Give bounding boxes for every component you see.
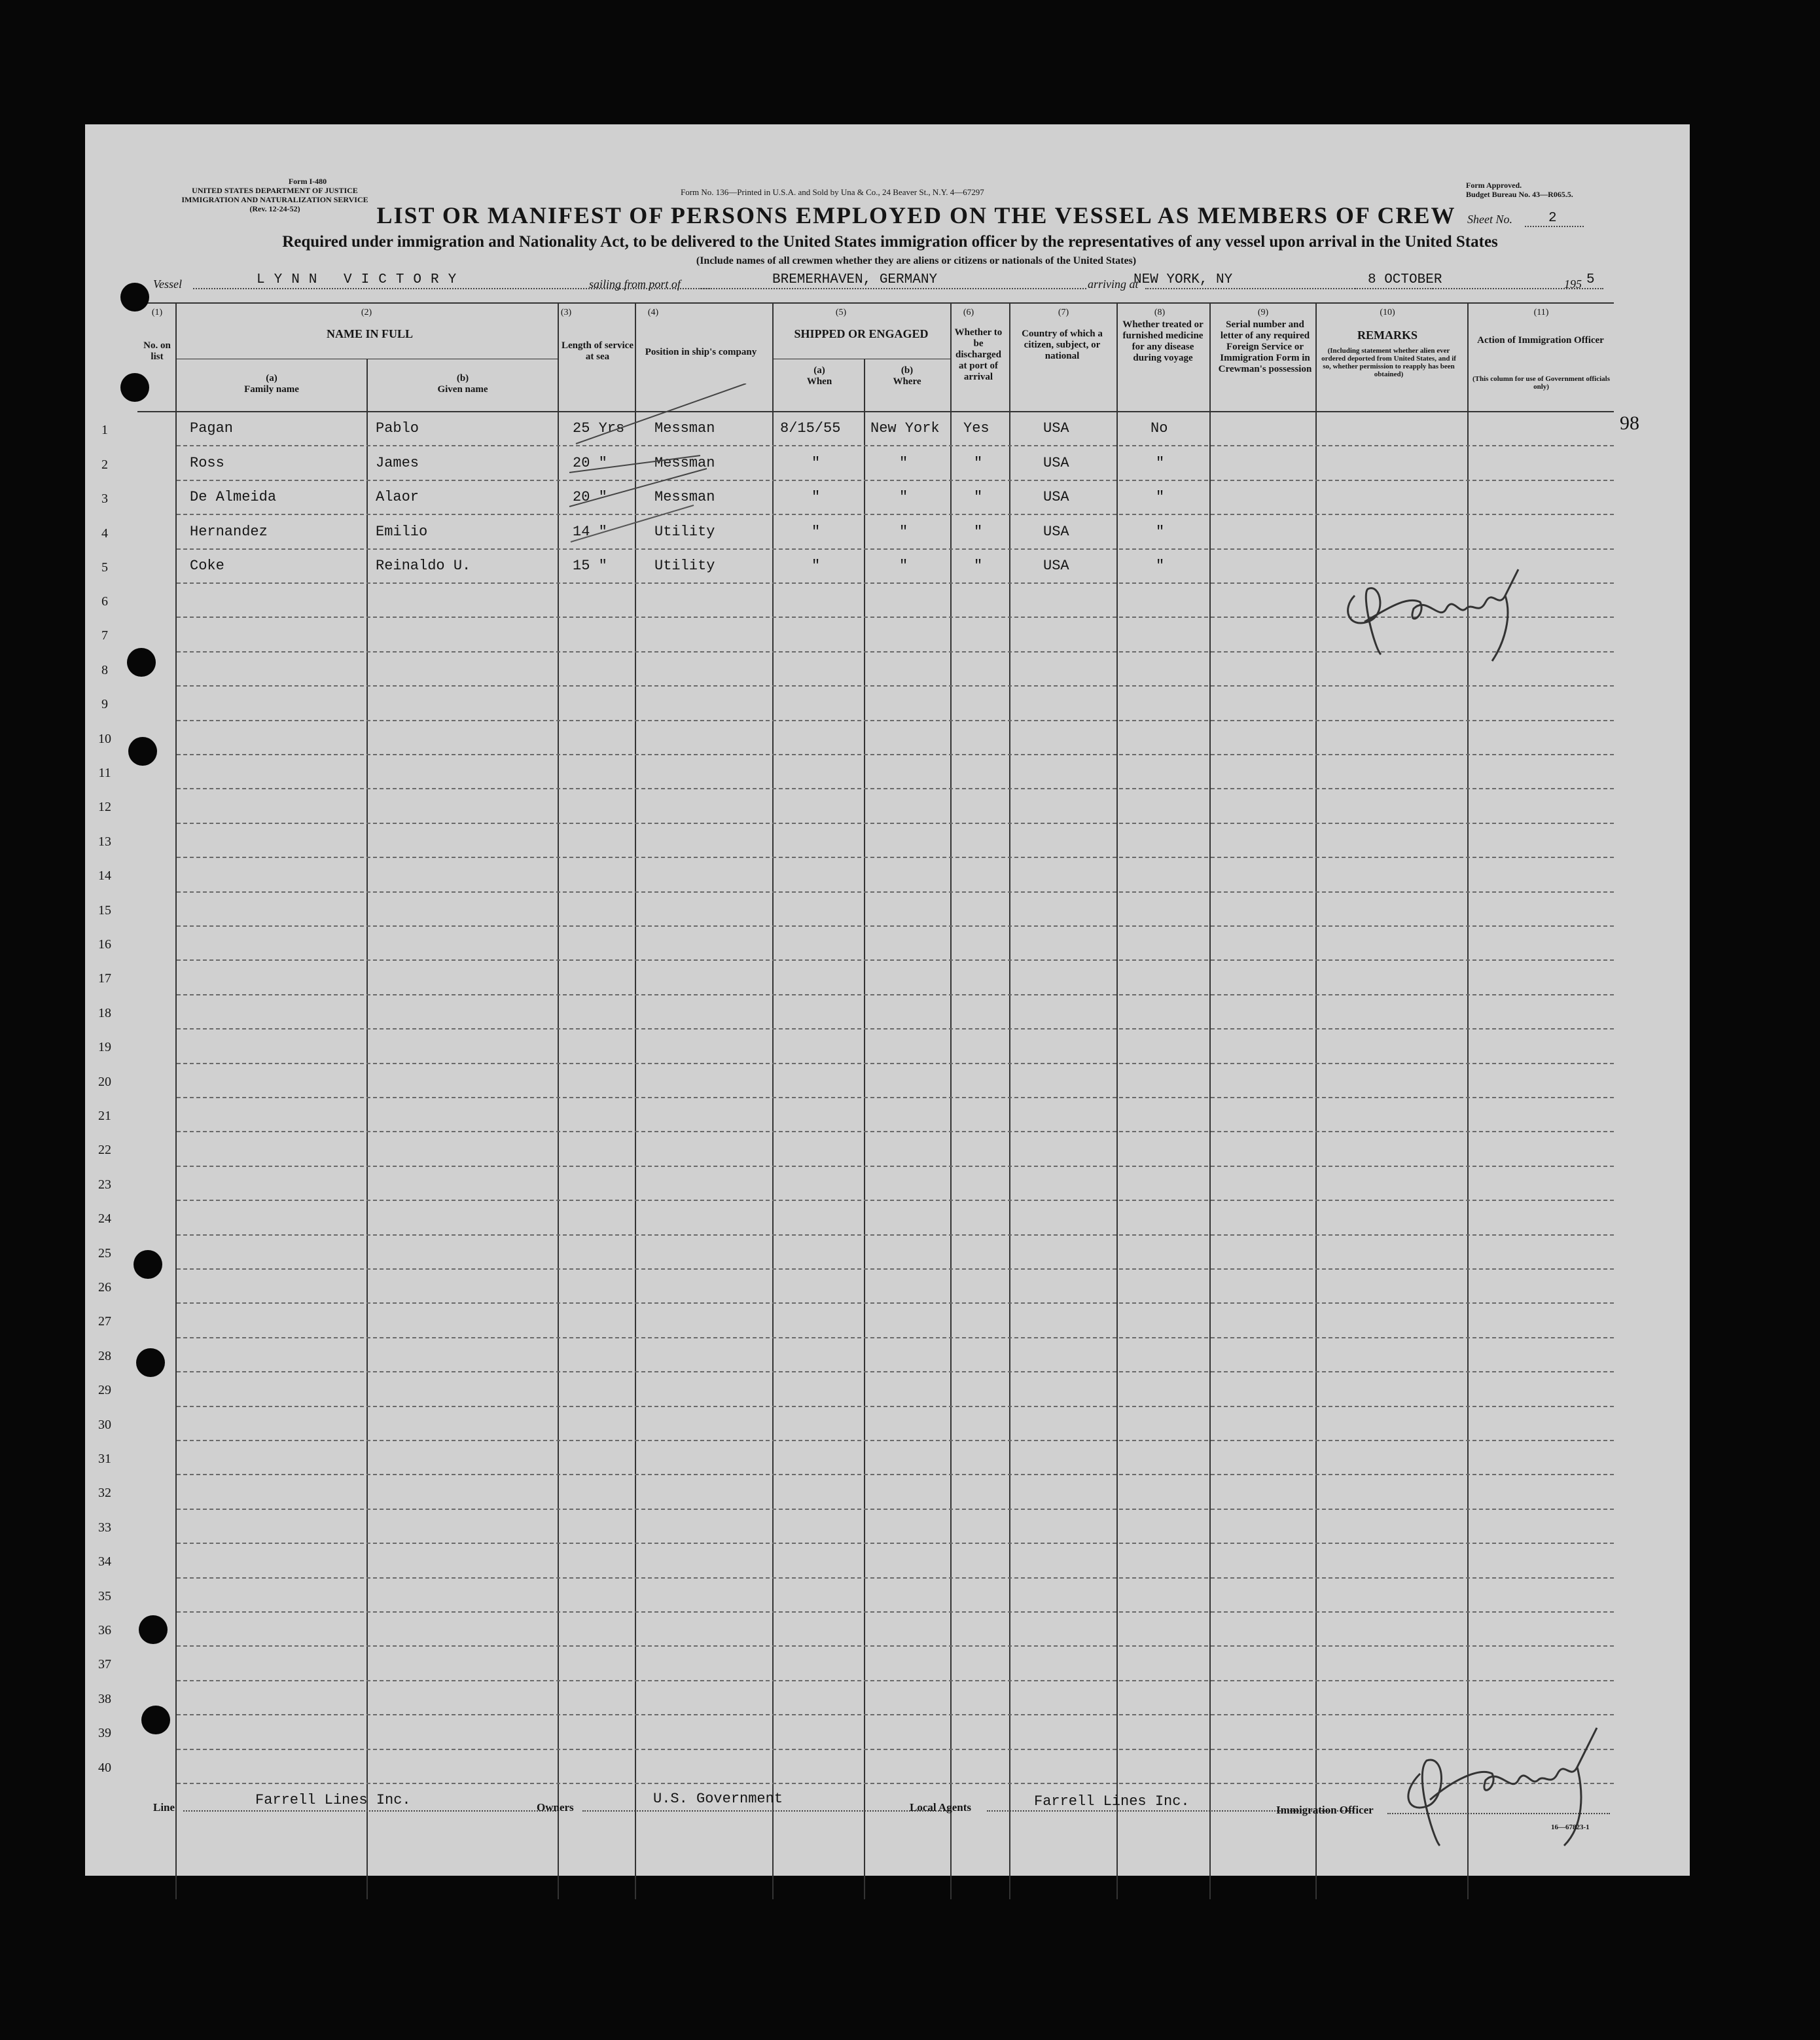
row-separator	[177, 1028, 1614, 1029]
row-separator	[177, 1063, 1614, 1064]
line-number: 2	[101, 457, 108, 472]
shipping-line: Farrell Lines Inc.	[255, 1792, 411, 1808]
row-separator	[177, 548, 1614, 550]
row-separator	[177, 1200, 1614, 1201]
line-number: 15	[98, 903, 111, 918]
line-number: 23	[98, 1177, 111, 1192]
col-2b-heading	[368, 373, 558, 395]
page-title: LIST OR MANIFEST OF PERSONS EMPLOYED ON THE VESSEL AS MEMBERS OF CREW	[376, 202, 1456, 228]
manifest-sheet	[85, 124, 1690, 1876]
row-separator	[177, 857, 1614, 858]
line-number: 32	[98, 1486, 111, 1500]
col-6-heading: Whether to be discharged at port of arrival	[954, 327, 1003, 382]
row-separator	[177, 1371, 1614, 1372]
position: Utility	[654, 524, 715, 540]
shipped-where: "	[899, 558, 908, 574]
line-number: 1	[101, 423, 108, 437]
shipped-where: New York	[870, 420, 940, 437]
row-separator	[177, 994, 1614, 995]
sheet-no-label: Sheet No.	[1467, 213, 1512, 226]
shipped-where: "	[899, 524, 908, 540]
owners-label: Owners	[537, 1801, 574, 1814]
line-number: 39	[98, 1726, 111, 1740]
line-number: 7	[101, 628, 108, 643]
approval-block	[1466, 181, 1573, 199]
line-label: Line	[153, 1801, 175, 1814]
discharged: "	[974, 455, 983, 471]
position: Utility	[654, 558, 715, 574]
family-name: Hernandez	[190, 524, 268, 540]
line-number: 33	[98, 1520, 111, 1535]
row-separator	[177, 1302, 1614, 1304]
medicine: No	[1151, 420, 1168, 437]
row-separator	[177, 1406, 1614, 1407]
col-1-number: (1)	[151, 308, 163, 317]
medicine: "	[1156, 524, 1165, 540]
col-divider	[175, 302, 177, 1899]
punch-hole	[120, 373, 149, 402]
vessel-name: LYNN VICTORY	[257, 272, 466, 287]
row-separator	[177, 788, 1614, 789]
row-separator	[177, 480, 1614, 481]
service-name: IMMIGRATION AND NATURALIZATION SERVICE	[181, 195, 368, 204]
col-11-heading: Action of Immigration Officer	[1477, 335, 1604, 346]
line-number: 40	[98, 1761, 111, 1775]
line-number: 19	[98, 1040, 111, 1054]
row-separator	[177, 685, 1614, 687]
col-divider	[1116, 302, 1118, 1899]
col-2a-text: Family name	[244, 384, 299, 395]
line-number: 5	[101, 560, 108, 575]
col-1-heading: No. on list	[143, 340, 171, 362]
line-number: 9	[101, 697, 108, 711]
line-number: 3	[101, 492, 108, 506]
country: USA	[1043, 455, 1069, 471]
col-6-number: (6)	[963, 308, 974, 317]
line-number: 27	[98, 1314, 111, 1329]
row-separator	[177, 1268, 1614, 1270]
officer-label: Immigration Officer	[1276, 1804, 1374, 1816]
row-separator	[177, 1474, 1614, 1475]
punch-hole	[139, 1615, 168, 1644]
row-separator	[177, 1440, 1614, 1441]
line-number: 25	[98, 1246, 111, 1261]
form-code: 16—67823-1	[1551, 1823, 1590, 1831]
row-separator	[177, 1680, 1614, 1681]
service-length: 15 "	[573, 558, 607, 574]
discharged: "	[974, 489, 983, 505]
col-2a-letter: (a)	[266, 373, 277, 384]
arrival-date: 8 OCTOBER	[1368, 272, 1442, 287]
service-length: 14 "	[573, 524, 607, 540]
col-2-heading: NAME IN FULL	[326, 327, 413, 340]
owners: U.S. Government	[653, 1791, 783, 1807]
given-name: James	[376, 455, 419, 471]
col-divider	[366, 359, 368, 1899]
position: Messman	[654, 455, 715, 471]
col-5b-letter: (b)	[901, 365, 914, 376]
col-2-number: (2)	[361, 308, 372, 317]
col-2b-text: Given name	[437, 384, 488, 395]
row-separator	[177, 959, 1614, 961]
arriving-label: arriving at	[1088, 277, 1139, 291]
country: USA	[1043, 489, 1069, 505]
col-divider	[1467, 302, 1469, 1899]
col-5-heading: SHIPPED OR ENGAGED	[794, 327, 929, 340]
remarks-signature	[1329, 556, 1525, 668]
punch-hole	[136, 1348, 165, 1377]
shipped-when: "	[812, 455, 821, 471]
line-number: 14	[98, 868, 111, 883]
sailing-label: sailing from port of	[589, 277, 681, 291]
line-number: 11	[98, 766, 111, 780]
vessel-label: Vessel	[153, 277, 182, 291]
col-3-heading: Length of service at sea	[562, 340, 633, 362]
row-separator	[177, 823, 1614, 824]
col-11-number: (11)	[1533, 308, 1549, 317]
col-9-heading: Serial number and letter of any required Foreign Service or Immigration Form in Crewman's possession	[1218, 319, 1312, 374]
line-number: 20	[98, 1075, 111, 1089]
col-divider	[1315, 302, 1317, 1899]
form-revision: (Rev. 12-24-52)	[249, 204, 300, 213]
row-separator	[177, 1509, 1614, 1510]
col-divider	[950, 302, 952, 1899]
row-separator	[177, 1543, 1614, 1544]
year-prefix: 195	[1564, 277, 1582, 291]
form-id: Form I-480	[288, 177, 327, 186]
medicine: "	[1156, 558, 1165, 574]
departure-port: BREMERHAVEN, GERMANY	[772, 272, 938, 287]
discharged: "	[974, 524, 983, 540]
col-8-number: (8)	[1154, 308, 1166, 317]
line-number: 31	[98, 1452, 111, 1466]
agents-label: Local Agents	[910, 1801, 971, 1814]
col-2a-heading	[180, 373, 363, 395]
service-length: 20 "	[573, 489, 607, 505]
department-name: UNITED STATES DEPARTMENT OF JUSTICE	[192, 186, 358, 195]
line-number: 18	[98, 1006, 111, 1020]
line-number: 26	[98, 1280, 111, 1295]
given-name: Pablo	[376, 420, 419, 437]
line-number: 10	[98, 732, 111, 746]
pencil-strike-marks	[556, 384, 753, 580]
medicine: "	[1156, 455, 1165, 471]
row-separator	[177, 445, 1614, 446]
line-number: 38	[98, 1692, 111, 1706]
col-divider	[864, 359, 865, 1899]
year-suffix: 5	[1586, 272, 1595, 287]
row-separator	[177, 1577, 1614, 1579]
row-separator	[177, 754, 1614, 755]
line-number: 36	[98, 1623, 111, 1637]
family-name: De Almeida	[190, 489, 277, 505]
col-5a-heading	[774, 365, 865, 387]
row-separator	[177, 1645, 1614, 1647]
position: Messman	[654, 420, 715, 437]
given-name: Emilio	[376, 524, 428, 540]
line-number: 21	[98, 1109, 111, 1123]
form-approved: Form Approved.	[1466, 181, 1522, 190]
col-divider	[1009, 302, 1010, 1899]
row-separator	[177, 1131, 1614, 1132]
line-number: 12	[98, 800, 111, 814]
officer-signature	[1387, 1715, 1610, 1852]
col-5a-letter: (a)	[813, 365, 825, 376]
line-number: 4	[101, 526, 108, 541]
col-7-heading: Country of which a citizen, subject, or national	[1022, 329, 1103, 361]
service-length: 20 "	[573, 455, 607, 471]
line-number: 16	[98, 937, 111, 952]
punch-hole	[128, 737, 157, 766]
given-name: Alaor	[376, 489, 419, 505]
shipped-when: "	[812, 558, 821, 574]
header-bottom-rule	[137, 411, 1614, 412]
line-number: 13	[98, 834, 111, 849]
crew-note: (Include names of all crewmen whether they are aliens or citizens or nationals of the United States)	[696, 255, 1137, 266]
row-separator	[177, 1234, 1614, 1236]
shipped-where: "	[899, 489, 908, 505]
punch-hole	[120, 283, 149, 312]
line-number: 37	[98, 1657, 111, 1672]
country: USA	[1043, 558, 1069, 574]
page-subtitle: Required under immigration and Nationality Act, to be delivered to the United States immigration officer by the representatives of any vessel upon arrival in the United States	[282, 233, 1498, 251]
line-number: 30	[98, 1418, 111, 1432]
line-number: 6	[101, 594, 108, 609]
shipped-when: "	[812, 524, 821, 540]
family-name: Coke	[190, 558, 224, 574]
discharged: Yes	[963, 420, 990, 437]
col-divider	[1209, 302, 1211, 1899]
family-name: Pagan	[190, 420, 234, 437]
margin-number: 98	[1620, 412, 1639, 434]
row-separator	[177, 1337, 1614, 1338]
row-separator	[177, 1611, 1614, 1613]
country: USA	[1043, 420, 1069, 437]
medicine: "	[1156, 489, 1165, 505]
row-separator	[177, 1166, 1614, 1167]
country: USA	[1043, 524, 1069, 540]
col-5b-text: Where	[893, 376, 921, 387]
line-number: 22	[98, 1143, 111, 1157]
local-agents: Farrell Lines Inc.	[1034, 1793, 1190, 1810]
given-name: Reinaldo U.	[376, 558, 471, 574]
col-5b-heading	[865, 365, 949, 387]
line-number: 35	[98, 1589, 111, 1603]
shipped-when: "	[812, 489, 821, 505]
family-name: Ross	[190, 455, 224, 471]
sheet-no-value: 2	[1548, 211, 1557, 226]
row-separator	[177, 925, 1614, 927]
line-number: 29	[98, 1383, 111, 1397]
col-10-heading: REMARKS	[1357, 329, 1418, 342]
punch-hole	[127, 648, 156, 677]
col-3-number: (3)	[560, 308, 572, 317]
row-separator	[177, 720, 1614, 721]
col-10-number: (10)	[1380, 308, 1395, 317]
col-10-note: (Including statement whether alien ever ordered deported from United States, and if so, whether permission to reapply has been obtained)	[1321, 347, 1456, 378]
budget-number: Budget Bureau No. 43—R065.5.	[1466, 190, 1573, 199]
row-separator	[177, 891, 1614, 893]
shipped-where: "	[899, 455, 908, 471]
col-4-heading: Position in ship's company	[645, 347, 757, 357]
line-number: 34	[98, 1554, 111, 1569]
col-5a-text: When	[806, 376, 832, 387]
col-2b-letter: (b)	[456, 373, 469, 384]
printer-note: Form No. 136—Printed in U.S.A. and Sold by Una & Co., 24 Beaver St., N.Y. 4—67297	[681, 187, 984, 197]
service-length: 25 Yrs	[573, 420, 625, 437]
punch-hole	[141, 1706, 170, 1734]
col-divider	[772, 302, 774, 1899]
line-number: 17	[98, 971, 111, 986]
row-separator	[177, 514, 1614, 515]
col-8-heading: Whether treated or furnished medicine for any disease during voyage	[1122, 319, 1204, 363]
line-number: 28	[98, 1349, 111, 1363]
header-top-rule	[137, 302, 1614, 304]
col-5-number: (5)	[835, 308, 847, 317]
arrival-port: NEW YORK, NY	[1133, 272, 1233, 287]
row-separator	[177, 1097, 1614, 1098]
shipped-when: 8/15/55	[780, 420, 841, 437]
col-7-number: (7)	[1058, 308, 1069, 317]
discharged: "	[974, 558, 983, 574]
line-number: 24	[98, 1211, 111, 1226]
col-9-number: (9)	[1257, 308, 1269, 317]
position: Messman	[654, 489, 715, 505]
line-number: 8	[101, 663, 108, 677]
col-11-note: (This column for use of Government officials only)	[1472, 375, 1611, 391]
punch-hole	[134, 1250, 162, 1279]
col-4-number: (4)	[647, 308, 659, 317]
